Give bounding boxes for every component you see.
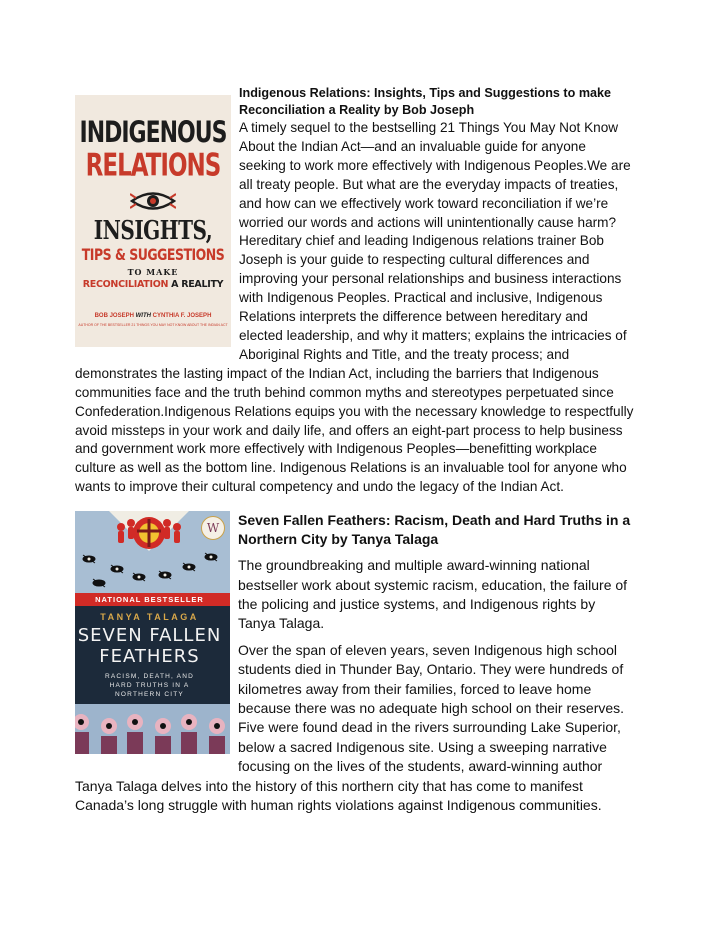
cover-subtitle-line1: RACISM, DEATH, AND: [104, 673, 194, 681]
award-badge-icon: W: [201, 516, 225, 540]
book-title: Indigenous Relations: Insights, Tips and Suggestions to make Reconciliation a Reality by Bob Joseph: [239, 86, 612, 117]
cover-artwork-bottom: [75, 704, 230, 754]
document-page: [75, 85, 635, 815]
book-entry-indigenous-relations: [75, 85, 635, 497]
cover-subtitle-line3: NORTHERN CITY: [115, 691, 184, 699]
cover-author: TANYA TALAGA: [100, 612, 199, 623]
cover-tagline: AUTHOR OF THE BESTSELLER 21 THINGS YOU MAY NOT KNOW ABOUT THE INDIAN ACT: [78, 323, 228, 327]
cover-title-line2: RELATIONS: [85, 148, 221, 184]
cover-title-line5: TO MAKE: [127, 266, 179, 277]
book-description: A timely sequel to the bestselling 21 Things You May Not Know About the Indian Act—and an invaluable guide for anyone seeking to work more effectively with Indigenous Peoples.We are all treaty people. But what are the everyday impacts of treaties, and how can we effectively work toward reconciliation if we’re worried our words and actions will unintentionally cause harm?Hereditary chief and leading Indigenous relations trainer Bob Joseph is your guide to respecting cultural differences and improving your personal relationships and business interactions with Indigenous Peoples. Practical and inclusive, Indigenous Relations interprets the difference between hereditary and elected leadership, and why it matters; explains the intricacies of Aboriginal Rights and Title, and the treaty process; and demonstrates the lasting impact of the Indian Act, including the barriers that Indigenous communities face and the truth behind common myths and stereotypes perpetuated since Confederation.Indigenous Relations equips you with the necessary knowledge to respectfully avoid missteps in your work and daily life, and offers an eight-part process to help business and government work more effectively with Indigenous Peoples—benefitting workplace culture as well as the bottom line. Indigenous Relations is an invaluable tool for anyone who wants to improve their cultural competency and undo the legacy of the Indian Act.: [75, 120, 634, 495]
cover-authors: BOB JOSEPH WITH CYNTHIA F. JOSEPH: [94, 313, 212, 319]
cover-banner: NATIONAL BESTSELLER: [75, 593, 230, 606]
book-cover-indigenous-relations: [75, 95, 231, 347]
cover-title-line3: INSIGHTS,: [93, 214, 213, 246]
cover-subtitle-line2: HARD TRUTHS IN A: [109, 682, 190, 690]
eye-icon: [130, 190, 176, 212]
book-cover-seven-fallen-feathers: [75, 511, 230, 754]
cover-title-line6: RECONCILIATION A REALITY: [82, 278, 224, 290]
book-title: Seven Fallen Feathers: Racism, Death and Hard Truths in a Northern City by Tanya Talaga: [238, 512, 631, 548]
cover-title-line2: FEATHERS: [99, 646, 200, 668]
cover-title-line1: INDIGENOUS: [79, 116, 227, 151]
book-description-paragraph-2: Over the span of eleven years, seven Indigenous high school students died in Thunder Bay, Ontario. They were hundreds of kilometres away from their families, forced to leave home because there was no adequate high school on their reserves. Five were found dead in the rivers surrounding Lake Superior, below a sacred Indigenous site. Using a sweeping narrative focusing on the lives of the students, award-winning author Tanya Talaga delves into the history of this northern city that has come to manifest Canada’s long struggle with human rights violations against Indigenous communities.: [75, 641, 625, 813]
book-entry-seven-fallen-feathers: [75, 511, 635, 815]
cover-title-line4: TIPS & SUGGESTIONS: [81, 244, 225, 265]
cover-title-line1: SEVEN FALLEN: [77, 625, 222, 647]
book-description-paragraph-1: The groundbreaking and multiple award-winning national bestseller work about systemic racism, education, the failure of the policing and justice systems, and Indigenous rights by Tanya Talaga.: [238, 557, 628, 632]
cover-title-block: [75, 606, 230, 704]
